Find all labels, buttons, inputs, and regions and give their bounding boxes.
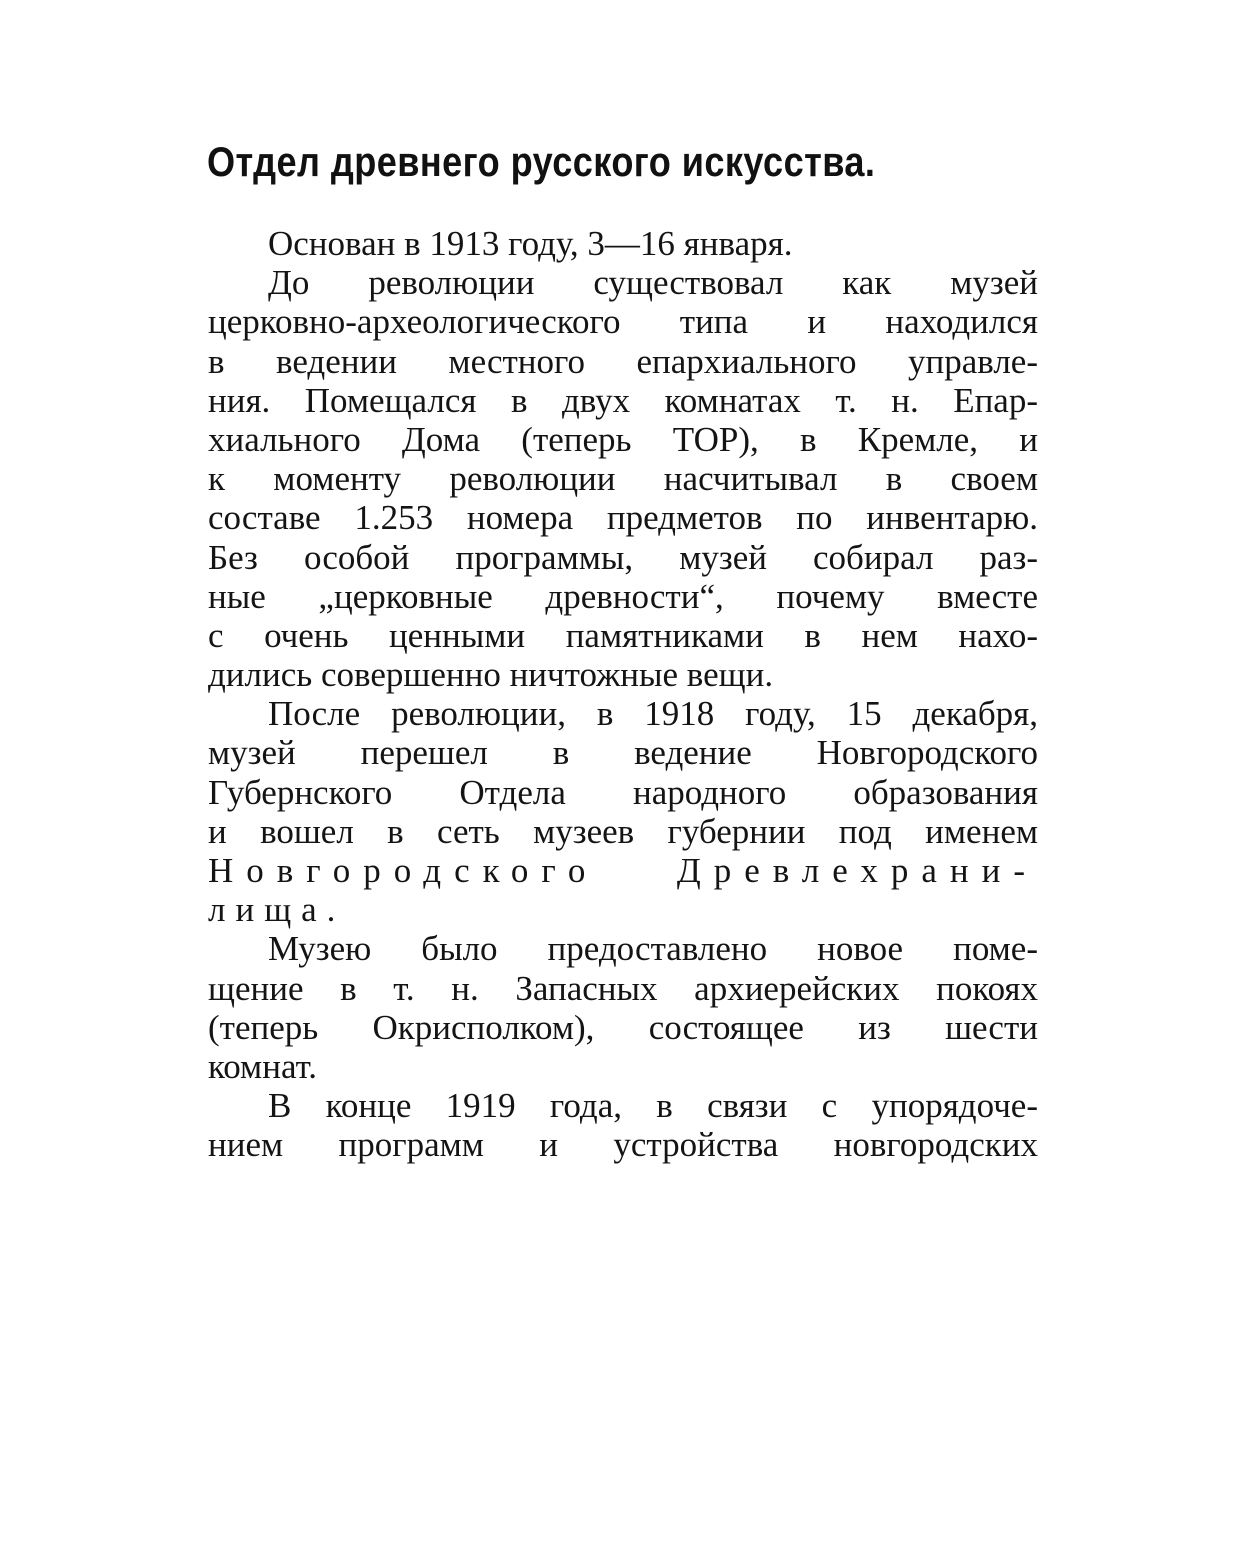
section-title: Отдел древнего русского искусства. [207, 138, 876, 185]
text-line: составе 1.253 номера предметов по инвентарю. [208, 498, 1038, 538]
text-line: дились совершенно ничтожные вещи. [208, 655, 774, 695]
text-line: лища. [208, 890, 346, 930]
text-line: Губернского Отдела народного образования [208, 772, 1038, 812]
text-line: (теперь Окрисполком), состоящее из шести [208, 1007, 1038, 1047]
text-line: с очень ценными памятниками в нем нахо- [208, 615, 1038, 655]
text-line: Основан в 1913 году, 3—16 января. [268, 224, 793, 263]
text-line: щение в т. н. Запасных архиерейских покоях [208, 968, 1038, 1008]
text-line: нием программ и устройства новгородских [208, 1125, 1038, 1165]
text-line: Новгородского Древлехрани- [208, 851, 1038, 890]
text-line: в ведении местного епархиального управле- [208, 341, 1038, 381]
text-line: До революции существовал как музей [268, 263, 1038, 303]
text-line: ные „церковные древности“, почему вместе [208, 576, 1038, 616]
text-line: ния. Помещался в двух комнатах т. н. Епар- [208, 380, 1038, 420]
text-line: хиального Дома (теперь ТОР), в Кремле, и [208, 419, 1038, 459]
text-line: и вошел в сеть музеев губернии под именем [208, 811, 1038, 851]
body-text [208, 224, 1038, 1165]
text-line: церковно-археологического типа и находился [208, 302, 1038, 342]
text-line: Музею было предоставлено новое поме- [268, 929, 1038, 969]
text-line: После революции, в 1918 году, 15 декабря, [268, 694, 1038, 734]
text-line: музей перешел в ведение Новгородского [208, 733, 1038, 773]
text-line: комнат. [208, 1046, 317, 1086]
text-line: Без особой программы, музей собирал раз- [208, 537, 1038, 577]
text-line: В конце 1919 года, в связи с упорядоче- [268, 1086, 1038, 1126]
text-line: к моменту революции насчитывал в своем [208, 459, 1038, 499]
